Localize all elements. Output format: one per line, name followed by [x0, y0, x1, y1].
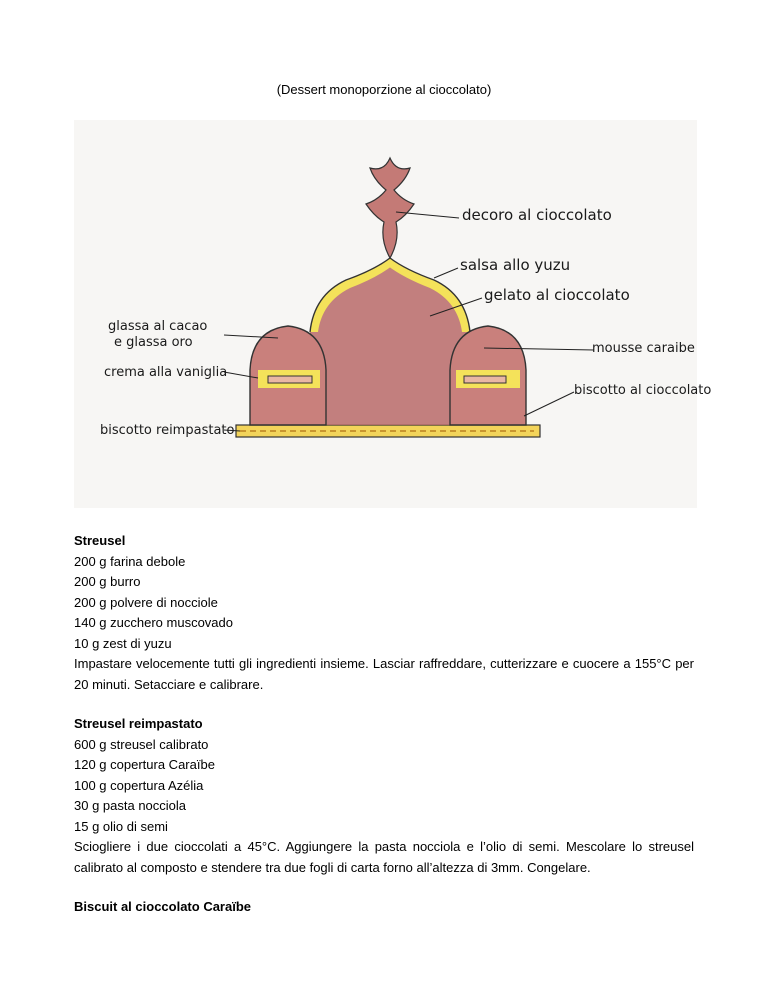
label-mousse: mousse caraibe [592, 341, 695, 356]
ingredient: 140 g zucchero muscovado [74, 615, 233, 630]
ingredient: 200 g farina debole [74, 553, 186, 569]
left-chocolate-biscuit [268, 376, 312, 383]
method-text: Sciogliere i due cioccolati a 45°C. Aggiungere la pasta nocciola e l’olio di semi. Mescolare lo streusel calibrato al composto e stendere tra due fogli di carta forno all’altezza di 3mm. Congelare. [74, 839, 694, 875]
label-gelato: gelato al cioccolato [484, 286, 630, 304]
ingredient: 600 g streusel calibrato [74, 736, 209, 752]
label-biscotto-reimpastato: biscotto reimpastato [100, 423, 235, 438]
dessert-diagram [74, 120, 712, 508]
document-subtitle: (Dessert monoporzione al cioccolato) [276, 82, 492, 97]
label-biscotto-cioccolato: biscotto al cioccolato [574, 383, 712, 398]
method-text: Impastare velocemente tutti gli ingredienti insieme. Lasciar raffreddare, cutterizzare e cuocere a 155°C per 20 minuti. Setacciare e calibrare. [74, 656, 694, 692]
recipe-biscuit [74, 897, 694, 918]
section-title: Streusel [74, 533, 126, 548]
label-salsa: salsa allo yuzu [460, 256, 571, 274]
section-title: Biscuit al cioccolato Caraïbe [74, 899, 252, 914]
ingredient: 200 g burro [74, 574, 141, 589]
right-chocolate-biscuit [464, 376, 506, 383]
ingredient: 15 g olio di semi [74, 818, 168, 834]
gelato-body [306, 258, 474, 425]
label-glassa-2: e glassa oro [114, 335, 193, 350]
section-title: Streusel reimpastato [74, 716, 203, 731]
recipe-streusel [74, 531, 694, 695]
recipe-streusel-reimpastato [74, 714, 694, 878]
ingredient: 120 g copertura Caraïbe [74, 757, 215, 772]
label-glassa-1: glassa al cacao [108, 319, 208, 334]
dessert-drawing [74, 120, 712, 508]
label-decoro: decoro al cioccolato [462, 206, 612, 224]
ingredient: 100 g copertura Azélia [74, 777, 204, 793]
ingredient: 30 g pasta nocciola [74, 798, 187, 813]
label-crema: crema alla vaniglia [104, 365, 228, 380]
ingredient: 10 g zest di yuzu [74, 635, 172, 651]
ingredient: 200 g polvere di nocciole [74, 594, 218, 610]
chocolate-decoration [366, 158, 414, 258]
